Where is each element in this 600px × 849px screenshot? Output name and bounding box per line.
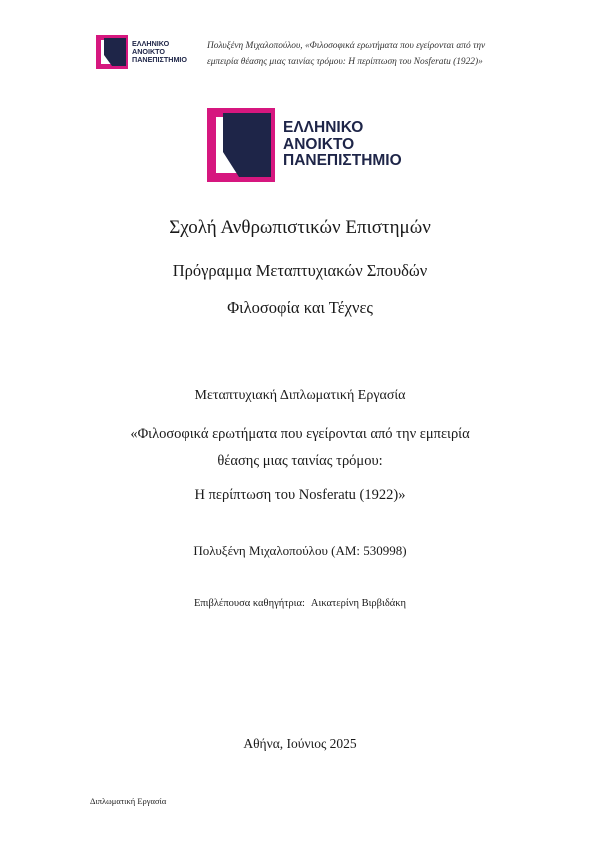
header-reference-line-1: Πολυξένη Μιχαλοπούλου, «Φιλοσοφικά ερωτήματα που εγείρονται από την bbox=[207, 41, 486, 51]
header-university-logo bbox=[96, 35, 196, 71]
logo-line-1: ΕΛΛΗΝΙΚΟ bbox=[132, 39, 170, 48]
header-reference bbox=[207, 38, 537, 70]
supervisor bbox=[0, 598, 600, 609]
author-name: Πολυξένη Μιχαλοπούλου (ΑΜ: 530998) bbox=[193, 543, 407, 558]
page-footer: Διπλωματική Εργασία bbox=[90, 796, 167, 806]
supervisor-label: Επιβλέπουσα καθηγήτρια: bbox=[193, 598, 305, 609]
university-logo-large-mark-icon bbox=[207, 108, 275, 182]
university-logo-mark-icon bbox=[96, 35, 128, 69]
thesis-title-line-2: θέασης μιας ταινίας τρόμου: bbox=[217, 453, 383, 469]
logo-line-2: ΑΝΟΙΚΤΟ bbox=[132, 46, 166, 56]
school-name: Σχολή Ανθρωπιστικών Επιστημών bbox=[169, 217, 431, 238]
thesis-date: Αθήνα, Ιούνιος 2025 bbox=[243, 736, 357, 751]
logo-line-3: ΠΑΝΕΠΙΣΤΗΜΙΟ bbox=[132, 54, 188, 64]
thesis-title-line-3: Η περίπτωση του Nosferatu (1922)» bbox=[194, 487, 406, 503]
logo-large-line-2: ΑΝΟΙΚΤΟ bbox=[283, 135, 355, 153]
logo-large-line-1: ΕΛΛΗΝΙΚΟ bbox=[283, 119, 364, 136]
program-name: Πρόγραμμα Μεταπτυχιακών Σπουδών bbox=[172, 261, 428, 280]
thesis-title-line-1: «Φιλοσοφικά ερωτήματα που εγείρονται από την εμπειρία bbox=[130, 426, 470, 442]
cover-university-logo bbox=[207, 108, 407, 182]
header-reference-line-2: εμπειρία θέασης μιας ταινίας τρόμου: Η περίπτωση του Nosferatu (1922)» bbox=[207, 57, 483, 67]
logo-large-line-3: ΠΑΝΕΠΙΣΤΗΜΙΟ bbox=[283, 152, 402, 170]
thesis-type: Μεταπτυχιακή Διπλωματική Εργασία bbox=[194, 388, 406, 403]
field-name: Φιλοσοφία και Τέχνες bbox=[227, 298, 373, 317]
supervisor-name: Αικατερίνη Βιρβιδάκη bbox=[310, 598, 407, 609]
